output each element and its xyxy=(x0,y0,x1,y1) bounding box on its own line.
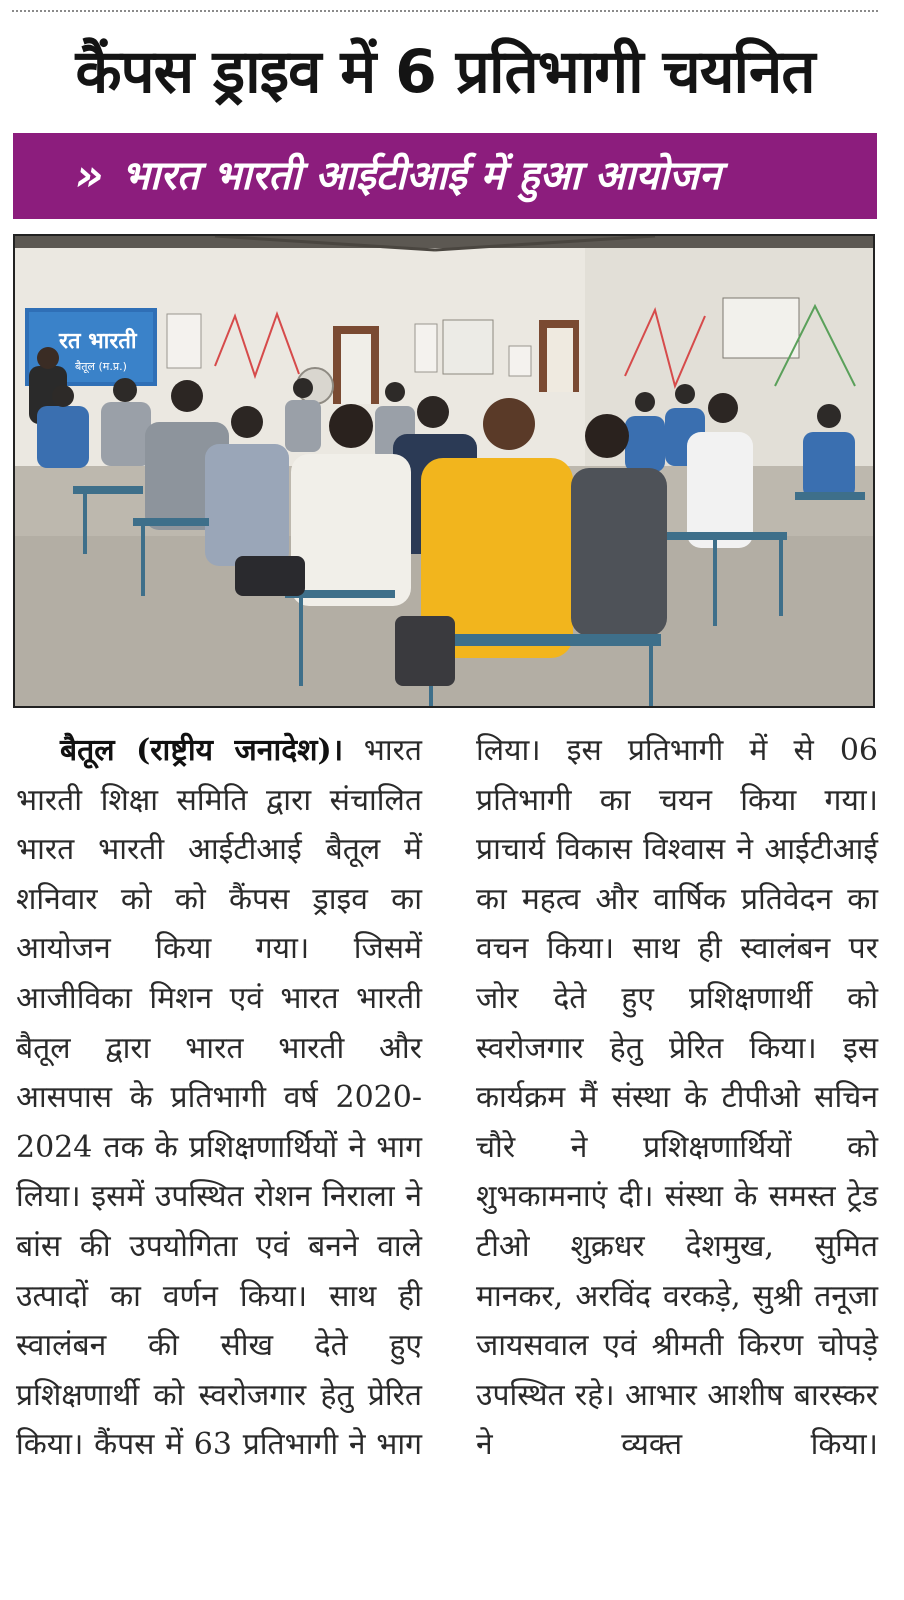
subheadline-band xyxy=(13,133,877,219)
article-body-left: भारत भारती शिक्षा समिति द्वारा संचालित भारत भारती आईटीआई बैतूल में शनिवार को को कैंपस ड्राइव का आयोजन किया गया। जिसमें आजीविका मिशन एवं भारत भारती बैतूल द्वारा भारत भारती और आसपास के प्रतिभागी वर्ष 2020-2024 तक के प्रशिक्षणार्थियों ने भाग लिया। इसमें उपस्थित रोशन निराला ने बांस की उपयोगिता एवं बनने वाले उत्पादों का वर्णन किया। साथ ही स्वालंबन की सीख देते हुए प्रशिक्षणार्थी को स्वरोजगार हेतु प्रेरित किया। कैंपस में 63 प्रतिभागी ने भाग xyxy=(16,733,422,1463)
headline: कैंपस ड्राइव में 6 प्रतिभागी चयनित xyxy=(75,37,815,107)
banner-subtext: बैतूल (म.प्र.) xyxy=(75,360,127,373)
article-column-left xyxy=(16,726,422,1470)
classroom-photo-illustration xyxy=(15,236,873,706)
subheadline: भारत भारती आईटीआई में हुआ आयोजन xyxy=(121,153,721,199)
article-column-right xyxy=(476,726,878,1470)
dateline: बैतूल (राष्ट्रीय जनादेश)। xyxy=(60,733,344,768)
double-chevron-icon: » xyxy=(75,150,104,201)
article-body-right: लिया। इस प्रतिभागी में से 06 प्रतिभागी का चयन किया गया। प्राचार्य विकास विश्वास ने आईटीआई का महत्व और वार्षिक प्रतिवेदन का वचन किया। साथ ही स्वालंबन पर जोर देते हुए प्रशिक्षणार्थी को स्वरोजगार हेतु प्रेरित किया। इस कार्यक्रम मैं संस्था के टीपीओ सचिन चौरे ने प्रशिक्षणार्थियों को शुभकामनाएं दी। संस्था के समस्त ट्रेड टीओ शुक्रधर देशमुख, सुमित मानकर, अरविंद वरकड़े, सुश्री तनूजा जायसवाल एवं श्रीमती किरण चोपड़े उपस्थित रहे। आभार आशीष बारस्कर ने व्यक्त किया। xyxy=(476,733,878,1463)
top-dotted-rule xyxy=(12,10,878,12)
banner-text: रत भारती xyxy=(59,329,137,354)
news-photo xyxy=(13,234,875,708)
